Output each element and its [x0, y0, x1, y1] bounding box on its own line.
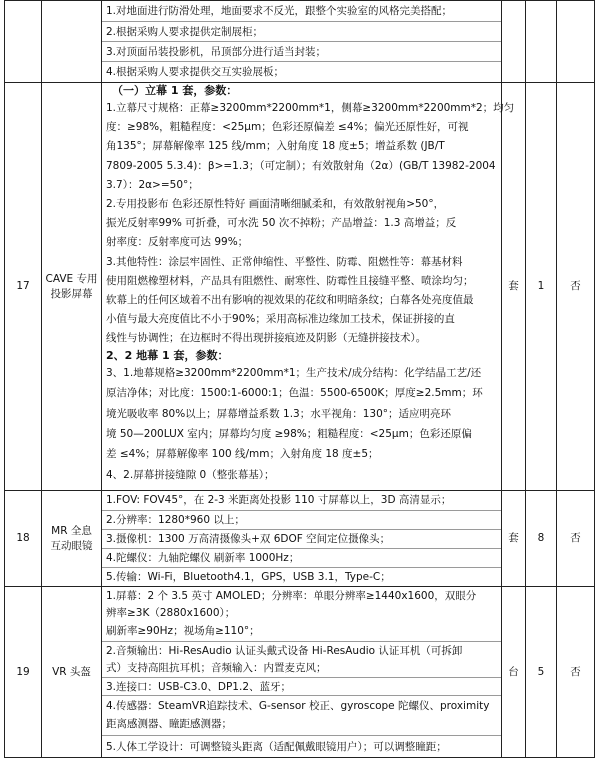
paragraph-line: 2.专用投影布 色彩还原性特好 画面清晰细腻柔和，有效散射视角>50°， — [106, 198, 445, 210]
row-17-flag: 否 — [570, 280, 581, 292]
list-item-cont: 距离感测器、瞳距感测器； — [106, 718, 232, 730]
list-item: 2.分辨率：1280*960 以上； — [106, 514, 245, 526]
list-item: 1.FOV: FOV45°，在 2-3 米距离处投影 110 寸屏幕以上，3D 高清显示； — [106, 494, 452, 506]
paragraph-line: 振光反射率99% 可折叠，可水洗 50 次不掉粉；产品增益：1.3 高增益；反 — [106, 217, 457, 230]
row-top-content — [102, 1, 501, 82]
list-item: 5.人体工学设计：可调整镜头距离（适配佩戴眼镜用户）；可以调整瞳距； — [106, 741, 447, 753]
list-item-cont: 式）支持高阻抗耳机；音频输入：内置麦克风； — [106, 662, 327, 674]
list-item-cont: 辨率≥3K（2880x1600）； — [106, 607, 236, 619]
row-18-quantity: 8 — [537, 532, 545, 544]
list-item: 1.屏幕：2 个 3.5 英寸 AMOLED；分辨率：单眼分辨率≥1440x1600，双眼分 — [106, 590, 477, 602]
row-19-unit: 台 — [508, 665, 519, 678]
paragraph-line: 3、1.地幕规格≥3200mm*2200mm*1；生产技术/成分结构：化学结晶工艺/还 — [106, 367, 482, 379]
paragraph-line: 境 50—200LUX 室内；屏幕均匀度 ≥98%；粗糙程度：<25μm；色彩还原偏 — [106, 427, 472, 440]
row-18-number: 18 — [16, 532, 30, 544]
paragraph-line: 度：≥98%，粗糙程度：<25μm；色彩还原偏差 ≤4%；偏光还原性好，可视 — [106, 121, 469, 134]
row-18-name: MR 全息互动眼镜 — [50, 524, 93, 552]
list-item: 3.连接口：USB-C3.0、DP1.2、蓝牙； — [106, 681, 292, 693]
section-heading-2: 2、2 地幕 1 套，参数： — [106, 349, 229, 362]
paragraph-line: 7809-2005 5.3.4)：β>=1.3；（可定制）；有效散射角（2α）(GB/T 13982-2004 — [106, 159, 496, 172]
row-19-number: 19 — [16, 665, 30, 678]
row-19-content — [102, 587, 501, 757]
spec-table — [4, 0, 595, 758]
list-item-cont: 刷新率≥90Hz；视场角≥110°； — [106, 625, 260, 637]
row-18-content — [102, 491, 501, 586]
paragraph-line: 角135°；屏幕解像率 125 线/mm；入射角度 18 度±5；增益系数 (JB/T — [106, 140, 445, 153]
list-item: 1.对地面进行防滑处理，地面要求不反光，跟整个实验室的风格完美搭配； — [106, 5, 453, 17]
paragraph-line: 差 ≤4%；屏幕解像率 100 线/mm；入射角度 18 度±5； — [106, 448, 379, 461]
paragraph-line: 软幕上的任何区域着不出有影响的视效果的花纹和明暗条纹；白幕各处亮度值最 — [106, 294, 474, 306]
row-18-unit: 套 — [508, 532, 519, 544]
list-item: 2.根据采购人要求提供定制展柜； — [106, 26, 264, 38]
row-17-number: 17 — [16, 280, 30, 292]
list-item: 4.传感器：SteamVR追踪技术、G-sensor 校正、gyroscope 陀螺仪、proximity — [106, 700, 490, 712]
paragraph-line: 4、2.屏幕拼接缝隙 0（整张幕基）； — [106, 468, 275, 481]
row-17-unit: 套 — [508, 280, 519, 292]
paragraph-line: 射率度：反射率度可达 99%； — [106, 236, 249, 249]
list-item: 2.音频输出：Hi-ResAudio 认证头戴式设备 Hi-ResAudio 认证耳机（可拆卸 — [106, 645, 463, 657]
row-17-quantity: 1 — [537, 280, 545, 292]
list-item: 5.传输：Wi-Fi，Bluetooth4.1，GPS，USB 3.1，Type-C； — [106, 571, 391, 583]
paragraph-line: 1.立幕尺寸规格：正幕≥3200mm*2200mm*1，侧幕≥3200mm*2200mm*2；均匀 — [106, 102, 515, 114]
row-19-flag: 否 — [570, 665, 581, 678]
row-17-content — [102, 83, 515, 490]
row-19-quantity: 5 — [537, 665, 545, 678]
paragraph-line: 原洁净体；对比度：1500:1-6000:1；色温：5500-6500K；厚度≥2.5mm；环 — [106, 387, 483, 400]
list-item: 4.根据采购人要求提供交互实验展板； — [106, 66, 285, 78]
paragraph-line: 境光吸收率 80%以上；屏幕增益系数 1.3；水平视角：130°；适应明亮环 — [106, 407, 452, 420]
paragraph-line: 线性与协调性；在边框时不得出现拼接痕迹及阴影（无缝拼接技术）。 — [106, 332, 427, 345]
list-item: 4.陀螺仪：九轴陀螺仪 刷新率 1000Hz； — [106, 552, 300, 564]
section-heading-1: （一）立幕 1 套，参数： — [112, 84, 238, 97]
paragraph-line: 3.7）：2α>=50°； — [106, 178, 199, 191]
row-18-flag: 否 — [570, 532, 581, 544]
row-19-name: VR 头盔 — [52, 665, 91, 678]
list-item: 3.对顶面吊装投影机，吊顶部分进行适当封装； — [106, 46, 327, 58]
row-17-name: CAVE 专用投影屏幕 — [45, 272, 98, 300]
paragraph-line: 3.其他特性：涂层牢固性、正常伸缩性、平整性、防霉、阻燃性等：幕基材料 — [106, 255, 463, 268]
list-item: 3.摄像机：1300 万高清摄像头+双 6DOF 空间定位摄像头； — [106, 533, 391, 545]
paragraph-line: 小值与最大亮度值比不小于90%；采用高标准边缘加工技术，保证拼接的直 — [106, 313, 455, 326]
paragraph-line: 使用阻燃橡塑材料，产品具有阻燃性、耐寒性、防霉性且接缝平整、喷涂均匀； — [106, 274, 474, 287]
